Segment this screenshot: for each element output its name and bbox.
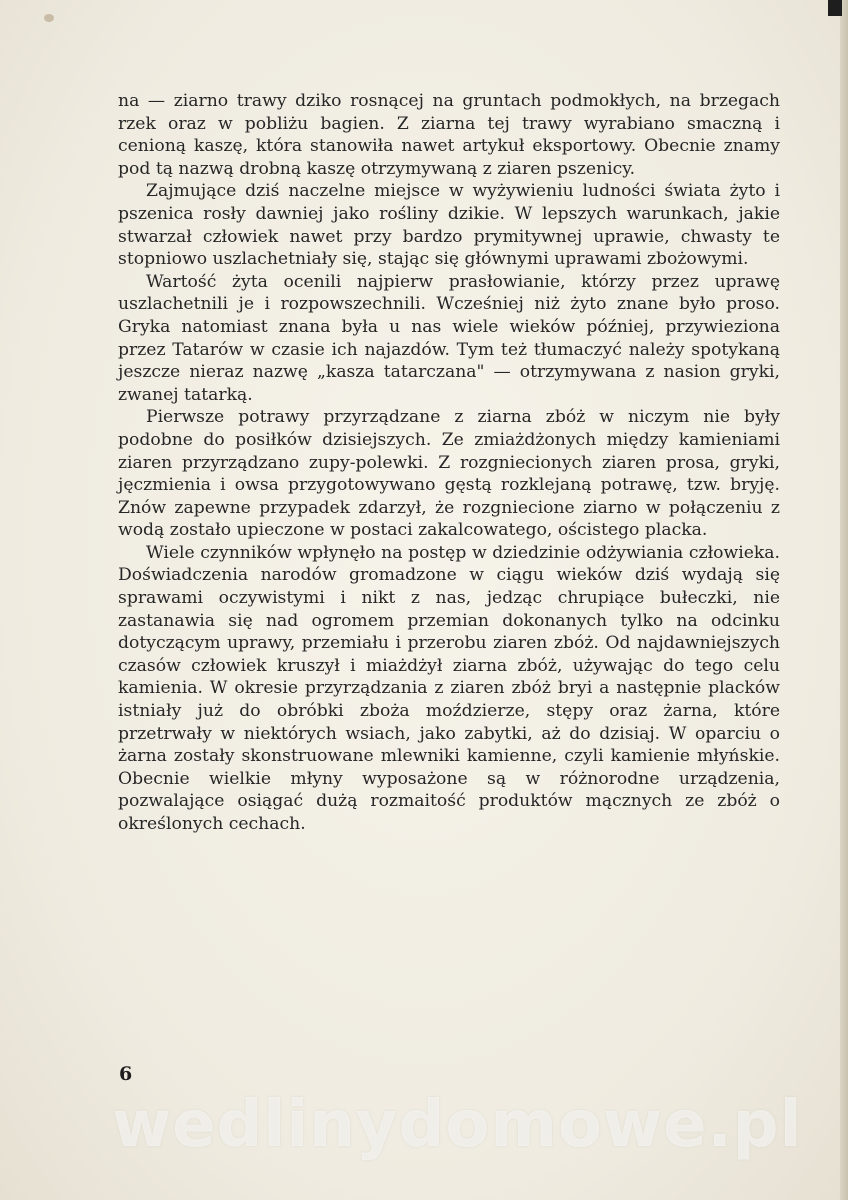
paper-spot (44, 14, 54, 22)
watermark: wedlinydomowe.pl (112, 1088, 803, 1162)
body-text (118, 90, 780, 836)
paragraph: na — ziarno trawy dziko rosnącej na gruntach podmokłych, na brzegach rzek oraz w pobliżu bagien. Z ziarna tej trawy wyrabiano smaczną i cenioną kaszę, która stanowiła nawet artykuł eksportowy. Obecnie znamy pod tą nazwą drobną kaszę otrzymywaną z ziaren pszenicy. (118, 91, 780, 179)
paragraph: Zajmujące dziś naczelne miejsce w wyżywieniu ludności świata żyto i pszenica rosły dawniej jako rośliny dzikie. W lepszych warunkach, jakie stwarzał człowiek nawet przy bardzo prymitywnej uprawie, chwasty te stopniowo uszlachetniały się, stając się głównymi uprawami zbożowymi. (118, 181, 780, 270)
paragraph: Wiele czynników wpłynęło na postęp w dziedzinie odżywiania człowieka. Doświadczenia narodów gromadzone w ciągu wieków dziś wydają się sprawami oczywistymi i nikt z nas, jedząc chrupiące bułeczki, nie zastanawia się nad ogromem przemian dokonanych tylko na odcinku dotyczącym uprawy, przemiału i przerobu ziaren zbóż. Od najdawniejszych czasów człowiek kruszył i miażdżył ziarna zbóż, używając do tego celu kamienia. W okresie przyrządzania z ziaren zbóż bryi a następnie placków istniały już do obróbki zboża moździerze, stępy oraz żarna, które przetrwały w niektórych wsiach, jako zabytki, aż do dzisiaj. W oparciu o żarna zostały skonstruowane mlewniki kamienne, czyli kamienie młyńskie. Obecnie wielkie młyny wyposażone są w różnorodne urządzenia, pozwalające osiągać dużą rozmaitość produktów mącznych ze zbóż o określonych cechach. (118, 542, 780, 834)
scan-corner-mark (828, 0, 842, 16)
paragraph: Pierwsze potrawy przyrządzane z ziarna zbóż w niczym nie były podobne do posiłków dzisiejszych. Ze zmiażdżonych między kamieniami ziaren przyrządzano zupy-polewki. Z rozgniecionych ziaren prosa, gryki, jęczmienia i owsa przygotowywano gęstą rozklejaną potrawę, tzw. bryję. Znów zapewne przypadek zdarzył, że rozgniecione ziarno w połączeniu z wodą zostało upieczone w postaci zakalcowatego, ościstego placka. (118, 407, 780, 541)
page-number: 6 (119, 1063, 133, 1085)
paragraph: Wartość żyta ocenili najpierw prasłowianie, którzy przez uprawę uszlachetnili je i rozpowszechnili. Wcześniej niż żyto znane było proso. Gryka natomiast znana była u nas wiele wieków później, przywieziona przez Tatarów w czasie ich najazdów. Tym też tłumaczyć należy spotykaną jeszcze nieraz nazwę „kasza tatarczana" — otrzymywana z nasion gryki, zwanej tatarką. (118, 271, 780, 405)
page-edge (840, 0, 848, 1200)
